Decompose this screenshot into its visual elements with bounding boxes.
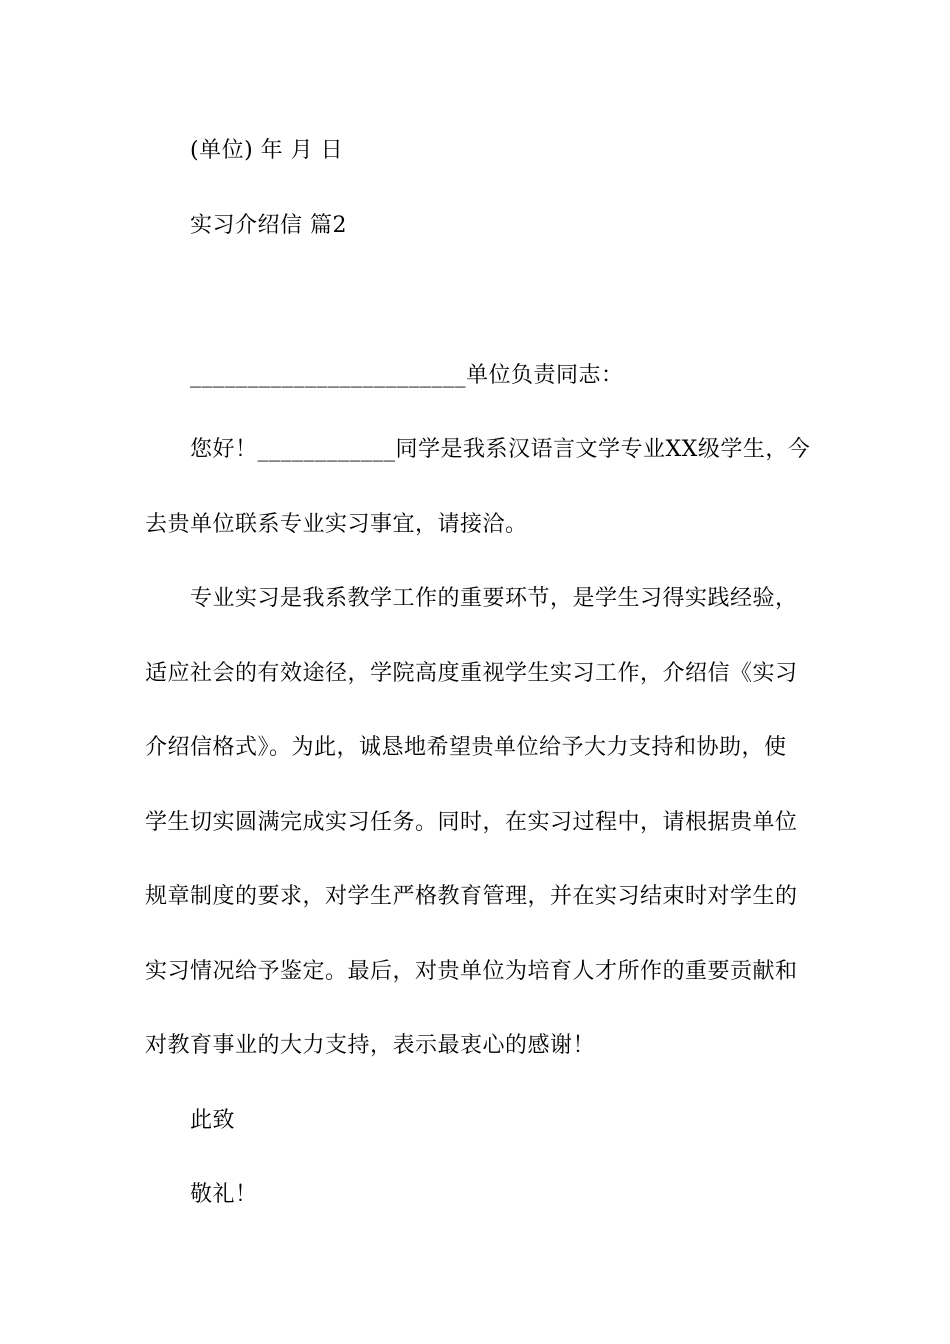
- closing-line-1: 此致: [190, 1108, 236, 1133]
- paragraph-2-line-5: 规章制度的要求，对学生严格教育管理，并在实习结束时对学生的: [145, 884, 798, 909]
- paragraph-2-line-4: 学生切实圆满完成实习任务。同时，在实习过程中，请根据贵单位: [145, 810, 798, 835]
- paragraph-1-line-2: 去贵单位联系专业实习事宜，请接洽。: [145, 512, 528, 537]
- section-heading: 实习介绍信 篇2: [190, 213, 347, 238]
- closing-line-2: 敬礼！: [190, 1182, 258, 1207]
- paragraph-1-line-1: 您好！____________同学是我系汉语言文学专业XX级学生，今: [190, 437, 811, 462]
- paragraph-2-line-7: 对教育事业的大力支持，表示最衷心的感谢！: [145, 1033, 596, 1058]
- date-line: (单位) 年 月 日: [190, 138, 344, 163]
- paragraph-2-line-6: 实习情况给予鉴定。最后，对贵单位为培育人才所作的重要贡献和: [145, 959, 798, 984]
- salutation-line: ________________________单位负责同志：: [190, 363, 624, 388]
- paragraph-2-line-1: 专业实习是我系教学工作的重要环节，是学生习得实践经验，: [190, 586, 798, 611]
- paragraph-2-line-3: 介绍信格式》。为此，诚恳地希望贵单位给予大力支持和协助，使: [145, 735, 787, 760]
- paragraph-2-line-2: 适应社会的有效途径，学院高度重视学生实习工作，介绍信《实习: [145, 661, 798, 686]
